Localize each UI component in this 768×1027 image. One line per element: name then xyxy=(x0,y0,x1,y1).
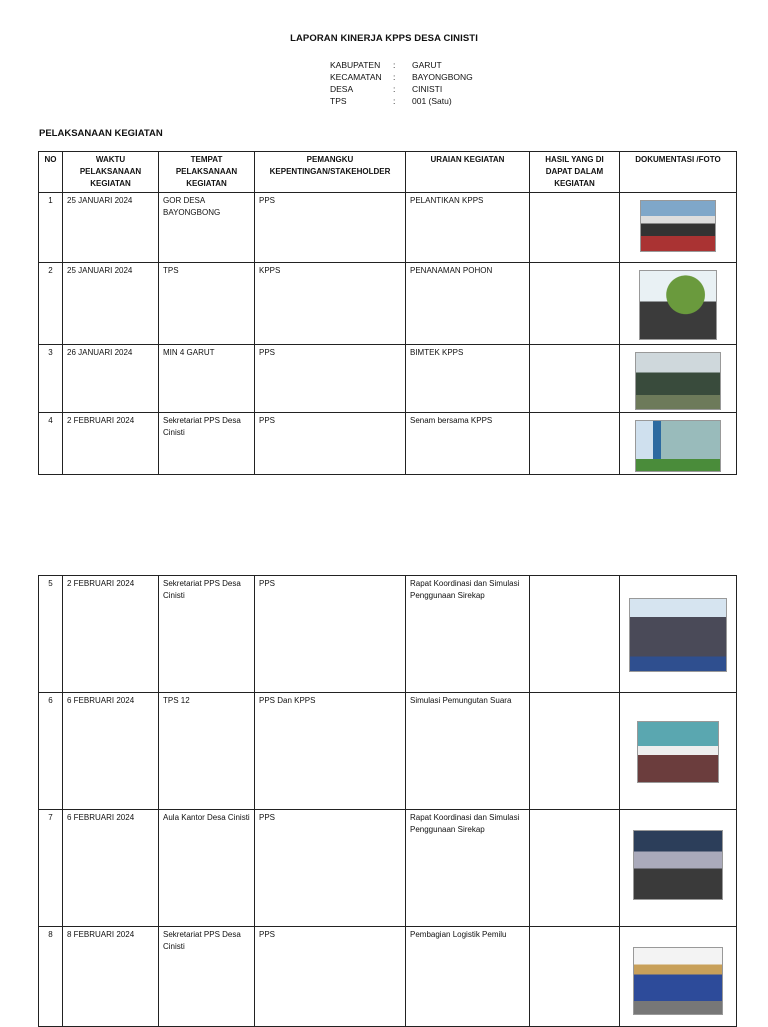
header-stakeholder: PEMANGKU KEPENTINGAN/STAKEHOLDER xyxy=(255,152,406,193)
table-row xyxy=(39,810,737,927)
cell-date: 6 FEBRUARI 2024 xyxy=(63,693,159,810)
cell-photo xyxy=(620,263,737,345)
header-no: NO xyxy=(39,152,63,193)
photo-logistics xyxy=(633,947,723,1015)
meta-value: CINISTI xyxy=(412,84,443,94)
cell-no: 5 xyxy=(39,576,63,693)
header-date: WAKTU PELAKSANAAN KEGIATAN xyxy=(63,152,159,193)
table-row xyxy=(39,693,737,810)
table-header-row xyxy=(39,152,737,193)
table-row xyxy=(39,263,737,345)
table-row xyxy=(39,927,737,1027)
cell-stakeholder: PPS Dan KPPS xyxy=(255,693,406,810)
cell-no: 7 xyxy=(39,810,63,927)
header-place: TEMPAT PELAKSANAAN KEGIATAN xyxy=(159,152,255,193)
cell-activity: Pembagian Logistik Pemilu xyxy=(406,927,530,1027)
cell-activity: Rapat Koordinasi dan Simulasi Penggunaan Sirekap xyxy=(406,810,530,927)
photo-technical-guidance xyxy=(635,352,721,410)
activity-table-page2 xyxy=(38,575,737,1027)
meta-value: BAYONGBONG xyxy=(412,72,473,82)
cell-result xyxy=(530,810,620,927)
cell-stakeholder: PPS xyxy=(255,576,406,693)
photo-tree-planting xyxy=(639,270,717,340)
cell-photo xyxy=(620,413,737,475)
cell-no: 2 xyxy=(39,263,63,345)
cell-stakeholder: PPS xyxy=(255,927,406,1027)
meta-row-kabupaten xyxy=(330,59,473,71)
cell-result xyxy=(530,927,620,1027)
cell-result xyxy=(530,193,620,263)
cell-place: TPS xyxy=(159,263,255,345)
meta-key: KABUPATEN xyxy=(330,60,381,70)
cell-no: 1 xyxy=(39,193,63,263)
cell-date: 2 FEBRUARI 2024 xyxy=(63,576,159,693)
meta-row-desa xyxy=(330,83,473,95)
cell-photo xyxy=(620,810,737,927)
cell-date: 8 FEBRUARI 2024 xyxy=(63,927,159,1027)
photo-hall-meeting xyxy=(633,830,723,900)
cell-place: Sekretariat PPS Desa Cinisti xyxy=(159,927,255,1027)
cell-stakeholder: PPS xyxy=(255,413,406,475)
cell-stakeholder: PPS xyxy=(255,810,406,927)
cell-no: 3 xyxy=(39,345,63,413)
cell-activity: BIMTEK KPPS xyxy=(406,345,530,413)
cell-no: 6 xyxy=(39,693,63,810)
cell-photo xyxy=(620,345,737,413)
cell-place: Aula Kantor Desa Cinisti xyxy=(159,810,255,927)
cell-photo xyxy=(620,193,737,263)
cell-date: 6 FEBRUARI 2024 xyxy=(63,810,159,927)
report-title: LAPORAN KINERJA KPPS DESA CINISTI xyxy=(290,33,478,44)
cell-no: 8 xyxy=(39,927,63,1027)
cell-date: 25 JANUARI 2024 xyxy=(63,193,159,263)
cell-place: GOR DESA BAYONGBONG xyxy=(159,193,255,263)
cell-result xyxy=(530,693,620,810)
cell-photo xyxy=(620,693,737,810)
cell-date: 26 JANUARI 2024 xyxy=(63,345,159,413)
meta-colon: : xyxy=(393,60,396,70)
photo-voting-simulation xyxy=(637,721,719,783)
cell-photo xyxy=(620,576,737,693)
cell-activity: PELANTIKAN KPPS xyxy=(406,193,530,263)
cell-place: Sekretariat PPS Desa Cinisti xyxy=(159,413,255,475)
header-result: HASIL YANG DI DAPAT DALAM KEGIATAN xyxy=(530,152,620,193)
cell-place: TPS 12 xyxy=(159,693,255,810)
meta-value: 001 (Satu) xyxy=(412,96,452,106)
meta-key: DESA xyxy=(330,84,354,94)
cell-stakeholder: PPS xyxy=(255,193,406,263)
cell-activity: Simulasi Pemungutan Suara xyxy=(406,693,530,810)
meta-value: GARUT xyxy=(412,60,442,70)
cell-result xyxy=(530,413,620,475)
section-title: PELAKSANAAN KEGIATAN xyxy=(39,128,163,139)
cell-no: 4 xyxy=(39,413,63,475)
table-row xyxy=(39,413,737,475)
meta-key: TPS xyxy=(330,96,347,106)
cell-activity: Senam bersama KPPS xyxy=(406,413,530,475)
meta-key: KECAMATAN xyxy=(330,72,382,82)
cell-place: Sekretariat PPS Desa Cinisti xyxy=(159,576,255,693)
table-row xyxy=(39,193,737,263)
meta-colon: : xyxy=(393,72,396,82)
cell-result xyxy=(530,345,620,413)
cell-stakeholder: PPS xyxy=(255,345,406,413)
table-row xyxy=(39,576,737,693)
cell-result xyxy=(530,263,620,345)
photo-inauguration xyxy=(640,200,716,252)
cell-photo xyxy=(620,927,737,1027)
cell-activity: PENANAMAN POHON xyxy=(406,263,530,345)
photo-exercise xyxy=(635,420,721,472)
cell-date: 25 JANUARI 2024 xyxy=(63,263,159,345)
cell-result xyxy=(530,576,620,693)
meta-row-kecamatan xyxy=(330,71,473,83)
meta-colon: : xyxy=(393,96,396,106)
meta-row-tps xyxy=(330,95,473,107)
cell-place: MIN 4 GARUT xyxy=(159,345,255,413)
report-meta xyxy=(330,59,473,107)
header-activity: URAIAN KEGIATAN xyxy=(406,152,530,193)
photo-coordination-meeting xyxy=(629,598,727,672)
header-photo: DOKUMENTASI /FOTO xyxy=(620,152,737,193)
meta-colon: : xyxy=(393,84,396,94)
cell-activity: Rapat Koordinasi dan Simulasi Penggunaan Sirekap xyxy=(406,576,530,693)
cell-stakeholder: KPPS xyxy=(255,263,406,345)
cell-date: 2 FEBRUARI 2024 xyxy=(63,413,159,475)
table-row xyxy=(39,345,737,413)
activity-table-page1 xyxy=(38,151,737,475)
